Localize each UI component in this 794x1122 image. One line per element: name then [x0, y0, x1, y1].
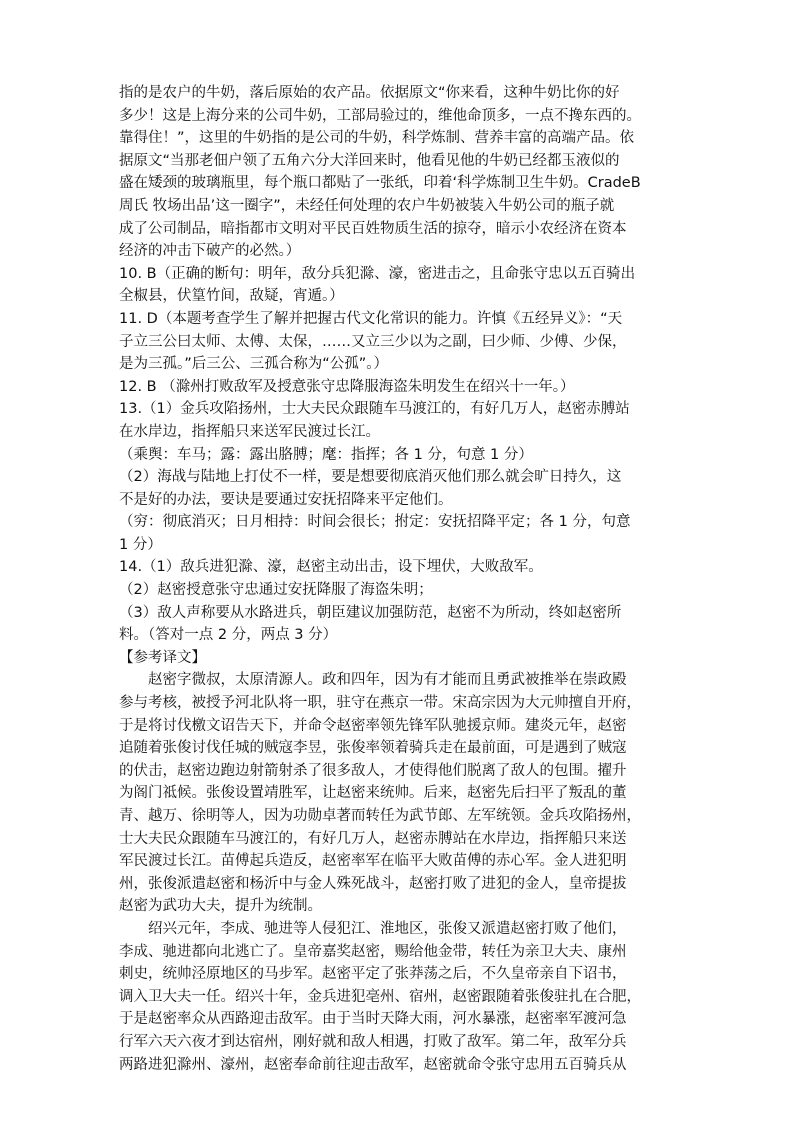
text-line: 为阁门祗候。张俊设置靖胜军，让赵密来统帅。后来，赵密先后扫平了叛乱的董: [119, 785, 627, 802]
text-line: 于是赵密率众从西路迎击敌军。由于当时天降大雨，河水暴涨，赵密率军渡河急: [119, 1011, 627, 1028]
text-line: 赵密为武功大夫，提升为统制。: [119, 898, 322, 915]
text-line: 军民渡过长江。苗傅起兵造反，赵密率军在临平大败苗傅的赤心军。金人进犯明: [119, 853, 627, 870]
text-line: 经济的冲击下破产的必然。）: [119, 243, 301, 260]
text-line: 赵密字微叔，太原清源人。政和四年，因为有才能而且勇武被推举在崇政殿: [148, 672, 627, 689]
text-line: 靠得住！”，这里的牛奶指的是公司的牛奶，科学炼制、营养丰富的高端产品。依: [119, 130, 635, 147]
text-line: 据原文“当那老佃户领了五角六分大洋回来时，他看见他的牛奶已经都玉液似的: [119, 152, 620, 169]
text-line: 州，张俊派遣赵密和杨沂中与金人殊死战斗，赵密打败了进犯的金人，皇帝提拔: [119, 875, 627, 892]
answer-13: 13.（1）金兵攻陷扬州，士大夫民众跟随车马渡江的，有好几万人，赵密赤膊站: [119, 401, 630, 418]
text-line: （乘舆：车马；露：露出胳膊；麾：指挥；各 1 分，句意 1 分）: [119, 446, 533, 463]
text-line: 行军六天六夜才到达宿州，刚好就和敌人相遇，打败了敌军。第二年，敌军分兵: [119, 1033, 627, 1050]
text-line: 李成、驰进都向北逃亡了。皇帝嘉奖赵密，赐给他金带，转任为亲卫大夫、康州: [119, 943, 627, 960]
text-line: 成了公司制品，暗指都市文明对平民百姓物质生活的掠夺，暗示小农经济在资本: [119, 220, 627, 237]
text-line: 不是好的办法，要诀是要通过安抚招降来平定他们。: [119, 491, 453, 508]
text-line: 调入卫大夫一任。绍兴十年，金兵进犯亳州、宿州，赵密跟随着张俊驻扎在合肥，: [119, 988, 641, 1005]
answer-10: 10. B（正确的断句：明年，敌分兵犯滁、濠，密进击之，且命张守忠以五百骑出: [119, 265, 636, 282]
answer-11: 11. D（本题考查学生了解并把握古代文化常识的能力。许慎《五经异义》：“天: [119, 310, 623, 327]
translation-heading: 【参考译文】: [119, 649, 206, 666]
answer-12: 12. B （滁州打败敌军及授意张守忠降服海盗朱明发生在绍兴十一年。）: [119, 378, 575, 395]
text-line: 全椒县，伏篁竹间，敌疑，宵遁。）: [119, 288, 344, 305]
text-line: （3）敌人声称要从水路进兵，朝臣建议加强防范，赵密不为所动，终如赵密所: [119, 604, 622, 621]
answer-document: [119, 82, 677, 1076]
text-line: 参与考核，被授予河北队将一职，驻守在燕京一带。宋高宗因为大元帅擅自开府，: [119, 695, 641, 712]
text-line: （穷：彻底消灭；日月相持：时间会很长；拊定：安抚招降平定；各 1 分，句意: [119, 514, 631, 531]
text-line: 子立三公曰太师、太傅、太保，……又立三少以为之副，曰少师、少傅、少保，: [119, 333, 627, 350]
text-line: 追随着张俊讨伐任城的贼寇李昱，张俊率领着骑兵走在最前面，可是遇到了贼寇: [119, 740, 627, 757]
text-line: 周氏 牧场出品’这一圈字”，未经任何处理的农户牛奶被装入牛奶公司的瓶子就: [119, 197, 615, 214]
text-line: 两路进犯滁州、濠州，赵密奉命前往迎击敌军，赵密就命令张守忠用五百骑兵从: [119, 1056, 627, 1073]
text-line: 绍兴元年，李成、驰进等人侵犯江、淮地区，张俊又派遣赵密打败了他们，: [148, 920, 627, 937]
answer-14: 14.（1）敌兵进犯滁、濠，赵密主动出击，设下埋伏，大败敌军。: [119, 559, 543, 576]
text-line: 1 分）: [119, 536, 162, 553]
text-line: 料。（答对一点 2 分，两点 3 分）: [119, 627, 338, 644]
text-line: 士大夫民众跟随车马渡江的，有好几万人，赵密赤膊站在水岸边，指挥船只来送: [119, 830, 627, 847]
text-line: 盛在矮颈的玻璃瓶里，每个瓶口都贴了一张纸，印着‘科学炼制卫生牛奶。CradeB: [119, 175, 641, 192]
text-line: 是为三孤。”后三公、三孤合称为“公孤”。）: [119, 356, 389, 373]
text-line: （2）赵密授意张守忠通过安抚降服了海盗朱明；: [119, 582, 433, 599]
text-line: 于是将讨伐檄文诏告天下，并命令赵密率领先锋军队驰援京师。建炎元年，赵密: [119, 717, 627, 734]
text-line: 的伏击，赵密边跑边射箭射杀了很多敌人，才使得他们脱离了敌人的包围。擢升: [119, 762, 627, 779]
text-line: （2）海战与陆地上打仗不一样，要是想要彻底消灭他们那么就会旷日持久，这: [119, 469, 622, 486]
text-line: 指的是农户的牛奶，落后原始的农产品。依据原文“你来看，这种牛奶比你的好: [119, 85, 620, 101]
text-line: 青、越万、徐明等人，因为功勋卓著而转任为武节郎、左军统领。金兵攻陷扬州，: [119, 808, 641, 824]
text-line: 在水岸边，指挥船只来送军民渡过长江。: [119, 423, 380, 440]
text-line: 刺史，统帅泾原地区的马步军。赵密平定了张莽荡之后，不久皇帝亲自下诏书，: [119, 966, 627, 983]
text-line: 多少！这是上海分来的公司牛奶，工部局验过的，维他命顶多，一点不搀东西的。: [119, 107, 641, 124]
